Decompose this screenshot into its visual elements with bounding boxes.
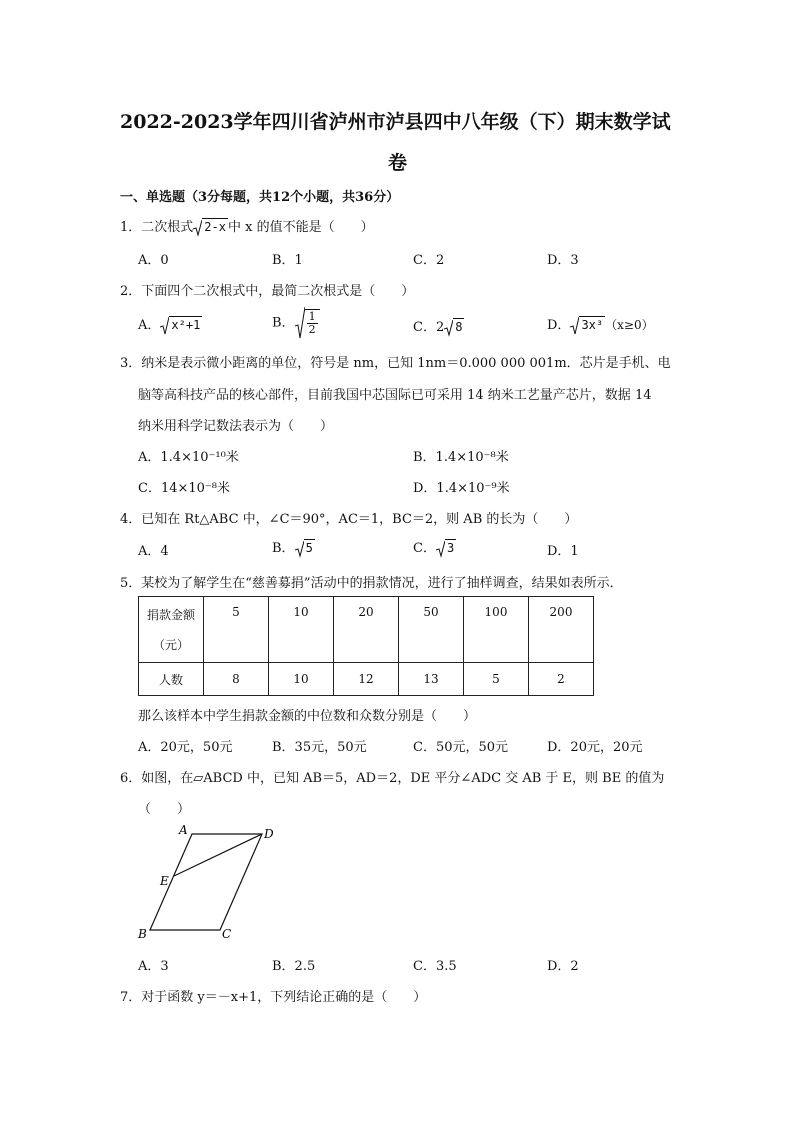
question-5-followup: 那么该样本中学生捐款金额的中位数和众数分别是（ ） [138, 709, 477, 724]
q1-prefix: 1．二次根式 [120, 220, 194, 235]
q2-b-numerator: 1 [308, 309, 316, 323]
q2-d-label: D． [547, 318, 571, 333]
q2-b-label: B． [272, 315, 295, 331]
q6-option-b[interactable]: B．2.5 [272, 959, 316, 974]
question-3-line3: 纳米用科学记数法表示为（ ） [138, 419, 334, 434]
q4-option-c[interactable] [413, 537, 456, 558]
q2-option-d[interactable] [547, 314, 654, 336]
q4-b-radicand: 5 [305, 541, 313, 556]
q6-option-c[interactable]: C．3.5 [413, 959, 457, 974]
q2-option-b[interactable] [272, 306, 320, 340]
q1-option-d[interactable]: D．3 [547, 253, 579, 268]
q2-option-c[interactable] [413, 316, 464, 337]
q5-option-b[interactable]: B．35元，50元 [272, 740, 367, 755]
table-cell: 20 [334, 597, 399, 663]
header-unit-label: （元） [152, 637, 189, 652]
question-1 [120, 216, 374, 237]
table-header-cell [139, 597, 204, 663]
q5-option-a[interactable]: A．20元，50元 [138, 740, 233, 755]
table-cell: 5 [464, 663, 529, 696]
q2-d-radicand: 3x³ [581, 318, 604, 332]
q4-option-d[interactable]: D．1 [547, 544, 579, 559]
q3-option-b[interactable]: B．1.4×10⁻⁸米 [413, 450, 509, 465]
table-cell: 2 [529, 663, 594, 696]
table-row [139, 663, 594, 696]
sqrt-icon [160, 316, 202, 336]
q5-option-c[interactable]: C．50元，50元 [413, 740, 509, 755]
q4-option-b[interactable] [272, 537, 315, 558]
label-a: A [179, 824, 188, 837]
table-row [139, 597, 594, 663]
q6-option-a[interactable]: A．3 [138, 959, 169, 974]
question-6-line1: 6．如图，在▱ABCD 中，已知 AB＝5，AD＝2，DE 平分∠ADC 交 AB 于 E，则 BE 的值为 [120, 771, 665, 786]
label-e: E [160, 874, 169, 888]
page-title-cont: 卷 [388, 152, 408, 174]
question-6-line2: （ ） [138, 802, 191, 817]
table-cell: 100 [464, 597, 529, 663]
segment-de [174, 834, 262, 876]
q6-option-d[interactable]: D．2 [547, 959, 579, 974]
q2-c-label: C．2 [413, 320, 445, 335]
table-cell: 5 [204, 597, 269, 663]
q3-option-a[interactable]: A．1.4×10⁻¹⁰米 [138, 450, 239, 465]
header-amount-label: 捐款金额 [146, 607, 195, 622]
q5-option-d[interactable]: D．20元，20元 [547, 740, 643, 755]
parallelogram-figure [132, 824, 282, 944]
sqrt-icon [295, 539, 315, 558]
q2-c-radicand: 8 [455, 320, 463, 335]
sqrt-icon [295, 306, 320, 340]
q2-a-label: A． [138, 318, 161, 333]
table-header-cell: 人数 [139, 663, 204, 696]
question-3-line1: 3．纳米是表示微小距离的单位，符号是 nm，已知 1nm＝0.000 000 001m．芯片是手机、电 [120, 356, 671, 371]
sqrt-icon [444, 318, 464, 337]
section-heading: 一、单选题（3分每题，共12个小题，共36分） [120, 190, 400, 205]
q4-option-a[interactable]: A．4 [138, 544, 169, 559]
q1-option-b[interactable]: B．1 [272, 253, 303, 268]
sqrt-icon [436, 539, 456, 558]
table-cell: 50 [399, 597, 464, 663]
question-7: 7．对于函数 y＝－x+1，下列结论正确的是（ ） [120, 990, 427, 1005]
q3-option-c[interactable]: C．14×10⁻⁸米 [138, 481, 230, 496]
table-cell: 12 [334, 663, 399, 696]
label-c: C [222, 927, 232, 941]
q2-b-denominator: 2 [308, 322, 316, 336]
q4-c-radicand: 3 [446, 541, 455, 556]
sqrt-icon [193, 218, 228, 237]
sqrt-icon [570, 316, 605, 336]
q1-option-c[interactable]: C．2 [413, 253, 445, 268]
table-cell: 200 [529, 597, 594, 663]
label-b: B [138, 927, 147, 941]
question-2: 2．下面四个二次根式中，最简二次根式是（ ） [120, 284, 415, 299]
q4-b-label: B． [272, 541, 295, 556]
q1-suffix: 中 x 的值不能是（ ） [227, 220, 374, 235]
q3-option-d[interactable]: D．1.4×10⁻⁹米 [413, 481, 510, 496]
donation-table [138, 596, 594, 696]
q2-option-a[interactable] [138, 314, 202, 336]
table-cell: 13 [399, 663, 464, 696]
table-cell: 8 [204, 663, 269, 696]
q2-d-note: （x≥0） [605, 318, 654, 332]
page-title: 2022-2023学年四川省泸州市泸县四中八年级（下）期末数学试 [120, 111, 671, 133]
q4-c-label: C． [413, 541, 436, 556]
q1-option-a[interactable]: A．0 [138, 253, 169, 268]
question-4: 4．已知在 Rt△ABC 中，∠C＝90°，AC＝1，BC＝2，则 AB 的长为（ ） [120, 512, 578, 527]
question-5: 5．某校为了解学生在“慈善募捐”活动中的捐款情况，进行了抽样调查，结果如表所示． [120, 576, 623, 591]
question-3-line2: 脑等高科技产品的核心部件，目前我国中芯国际已可采用 14 纳米工艺量产芯片，数据 14 [138, 388, 652, 403]
table-cell: 10 [269, 663, 334, 696]
q1-radicand: 2-x [204, 220, 226, 235]
label-d: D [264, 827, 274, 841]
table-cell: 10 [269, 597, 334, 663]
q2-a-radicand: x²+1 [171, 318, 201, 332]
